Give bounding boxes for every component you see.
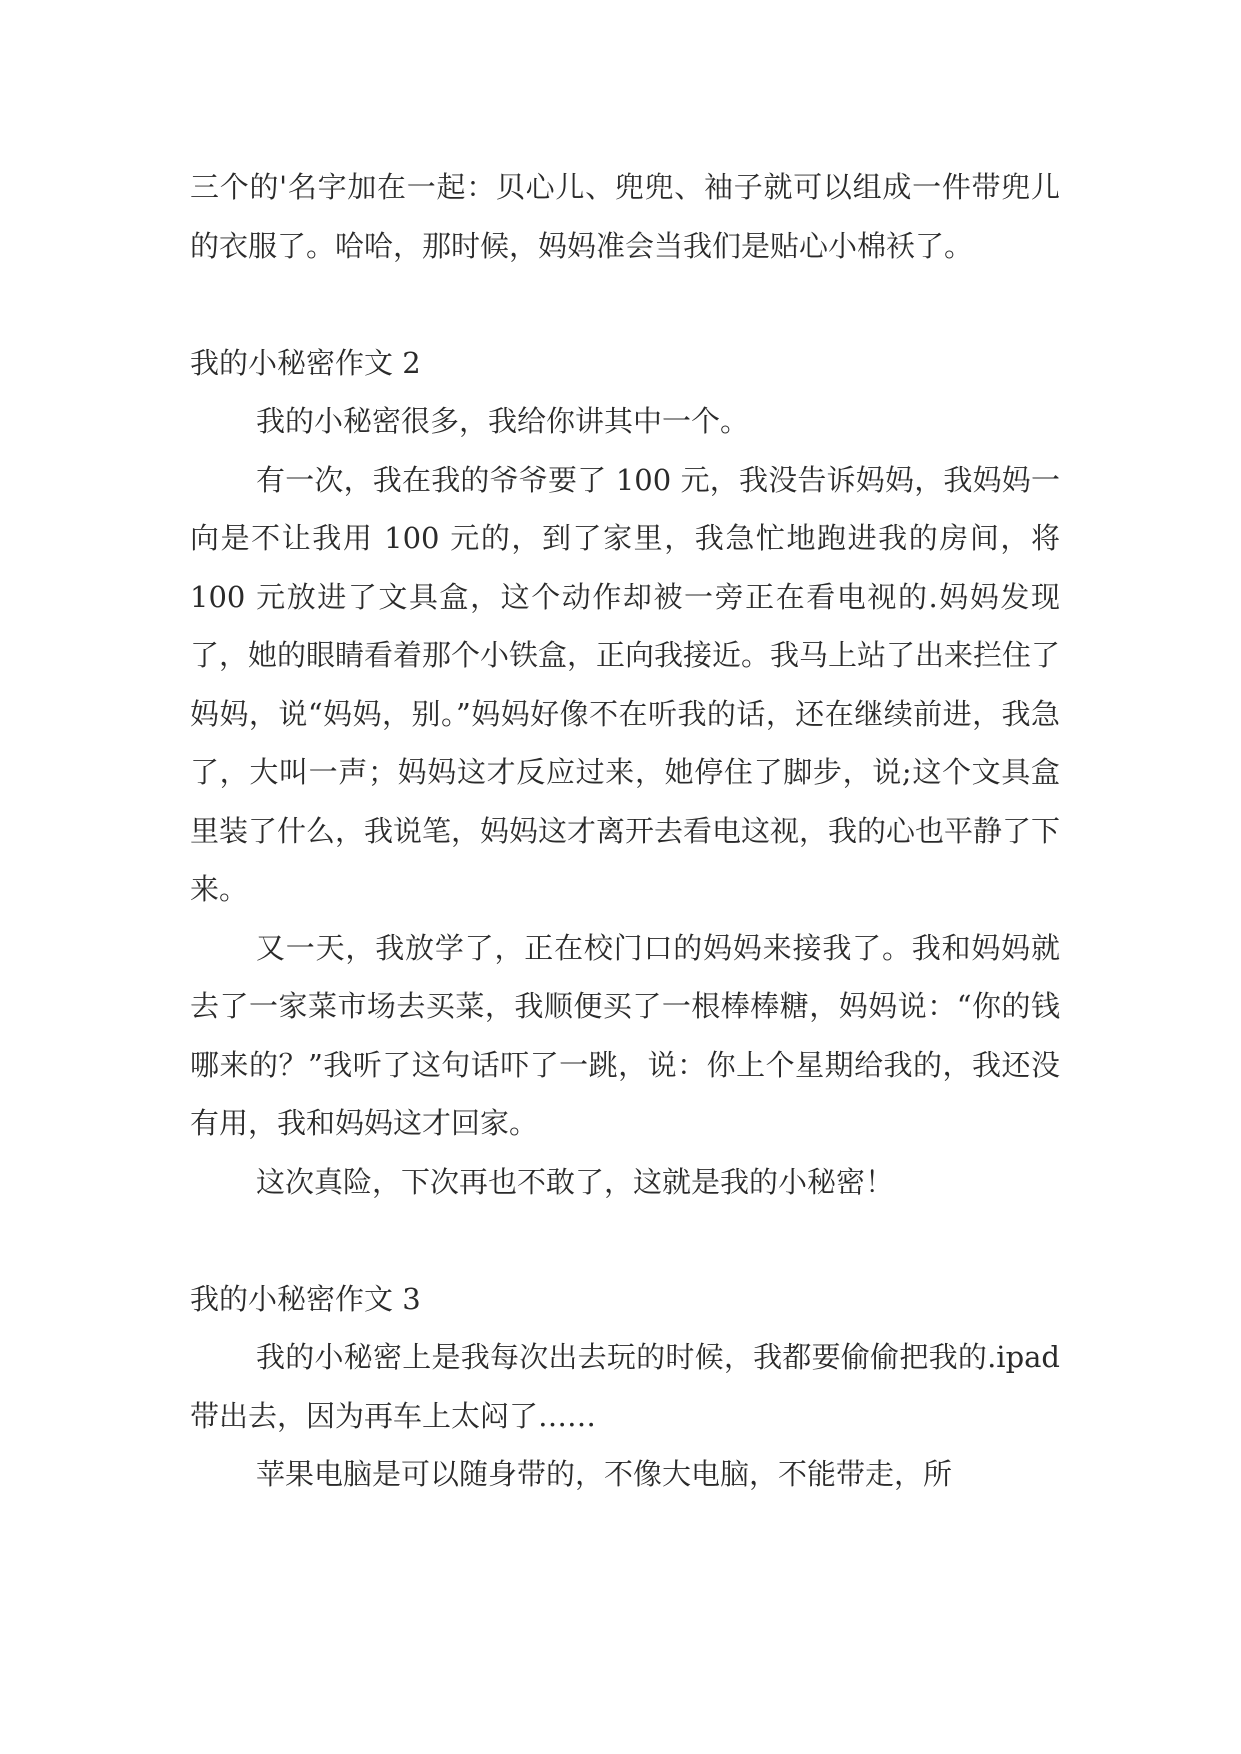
paragraph: 苹果电脑是可以随身带的，不像大电脑，不能带走，所 [256, 1457, 953, 1491]
paragraph: 又一天，我放学了，正在校门口的妈妈来接我了。我和妈妈就去了一家菜市场去买菜，我顺便买了一根棒棒糖，妈妈说：“你的钱哪来的？”我听了这句话吓了一跳，说：你上个星期给我的，我还没有用，我和妈妈这才回家。 [190, 930, 1060, 1140]
paragraph: 有一次，我在我的爷爷要了 100 元，我没告诉妈妈，我妈妈一向是不让我用 100 元的，到了家里，我急忙地跑进我的房间，将 100 元放进了文具盒，这个动作却被一旁正在看电视的.妈妈发现了，她的眼睛看着那个小铁盒，正向我接近。我马上站了出来拦住了妈妈，说“妈妈，别。”妈妈好像不在听我的话，还在继续前进，我急了，大叫一声；妈妈这才反应过来，她停住了脚步，说;这个文具盒里装了什么，我说笔，妈妈这才离开去看电这视，我的心也平静了下来。 [190, 462, 1061, 906]
document-body [190, 158, 1060, 1504]
paragraph: 我的小秘密上是我每次出去玩的时候，我都要偷偷把我的.ipad 带出去，因为再车上太闷了…… [190, 1340, 1060, 1433]
paragraph-continued: 三个的'名字加在一起：贝心儿、兜兜、袖子就可以组成一件带兜儿的衣服了。哈哈，那时候，妈妈准会当我们是贴心小棉袄了。 [190, 170, 1060, 263]
section-spacer [190, 1211, 1060, 1270]
section-heading-2: 我的小秘密作文 2 [190, 345, 421, 380]
section-heading-3: 我的小秘密作文 3 [190, 1281, 421, 1316]
paragraph: 我的小秘密很多，我给你讲其中一个。 [256, 404, 750, 438]
section-spacer [190, 275, 1060, 334]
paragraph: 这次真险，下次再也不敢了，这就是我的小秘密！ [256, 1164, 895, 1199]
